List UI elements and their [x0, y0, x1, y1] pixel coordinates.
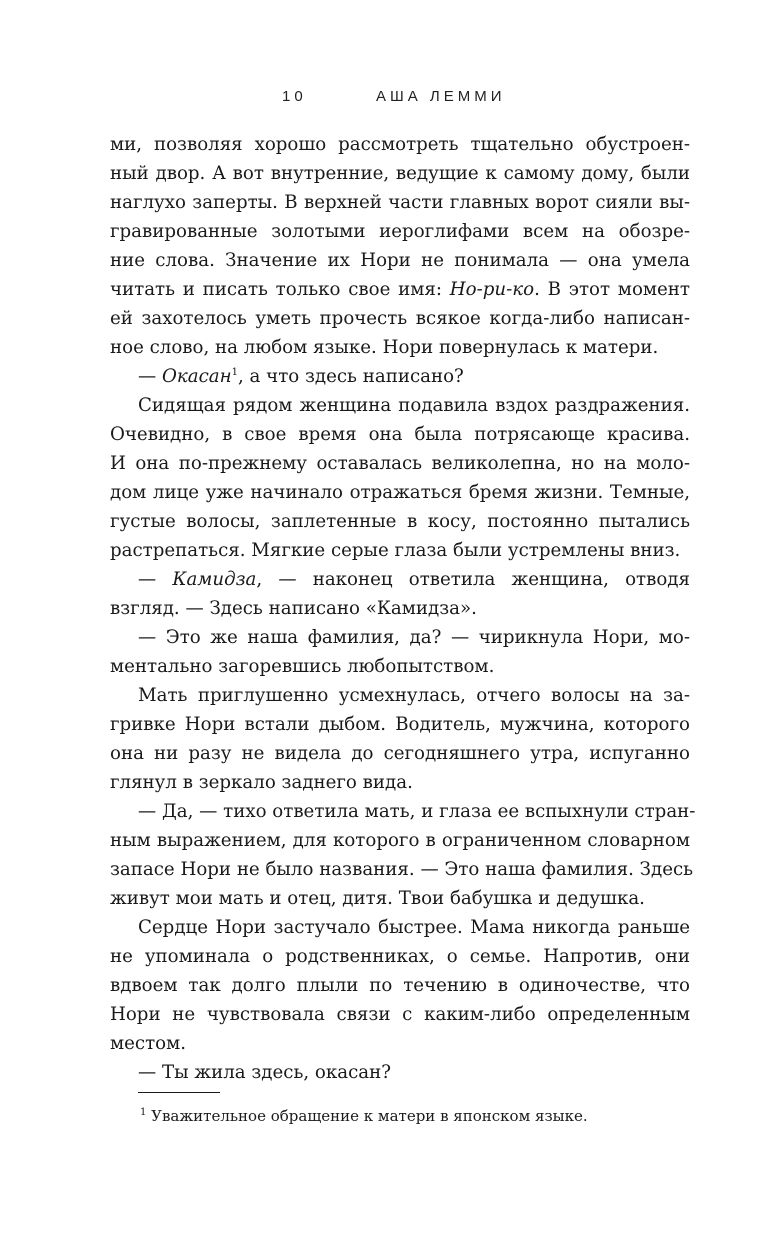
- running-head: [0, 88, 768, 110]
- text-line: запасе Нори не было названия. — Это наша фамилия. Здесь: [110, 859, 694, 880]
- text-line: ментально загоревшись любопытством.: [110, 656, 495, 677]
- paragraph-start: Мать приглушенно усмехнулась, отчего волосы на за-: [138, 685, 690, 706]
- text-line: глянул в зеркало заднего вида.: [110, 772, 413, 793]
- body-text: [110, 130, 696, 1087]
- footnote: [140, 1106, 700, 1126]
- text-line: местом.: [110, 1033, 187, 1054]
- text-line: [110, 275, 690, 304]
- text-line: ный двор. А вот внутренние, ведущие к самому дому, были: [110, 163, 690, 184]
- text-line: И она по-прежнему оставалась великолепна, но на моло-: [110, 453, 690, 474]
- text-segment: , а что здесь написано?: [237, 366, 464, 387]
- text-line: вдвоем так долго плыли по течению в одиночестве, что: [110, 975, 690, 996]
- italic-word: Окасан: [161, 366, 232, 387]
- text-line: не упоминала о родственниках, о семье. Напротив, они: [110, 946, 690, 967]
- text-line: Нори не чувствовала связи с каким-либо определенным: [110, 1004, 690, 1025]
- book-author: АША ЛЕММИ: [376, 88, 506, 105]
- text-line: наглухо заперты. В верхней части главных ворот сияли вы-: [110, 192, 690, 213]
- dialogue-line: — Это же наша фамилия, да? — чирикнула Нори, мо-: [138, 627, 690, 648]
- page-number: 10: [282, 88, 307, 105]
- text-line: гравированные золотыми иероглифами всем на обозре-: [110, 221, 690, 242]
- text-line: взгляд. — Здесь написано «Камидза».: [110, 598, 477, 619]
- text-line: дом лице уже начинало отражаться бремя жизни. Темные,: [110, 482, 690, 503]
- text-line: ное слово, на любом языке. Нори повернулась к матери.: [110, 337, 659, 358]
- text-segment: —: [138, 569, 173, 590]
- text-segment: читать и писать только свое имя:: [110, 279, 450, 300]
- text-line: Очевидно, в свое время она была потрясающе красива.: [110, 424, 690, 445]
- italic-name: Но-ри-ко: [449, 279, 535, 300]
- text-line: ми, позволяя хорошо рассмотреть тщательно обустроен-: [110, 134, 690, 155]
- text-line: растрепаться. Мягкие серые глаза были устремлены вниз.: [110, 540, 681, 561]
- paragraph-start: Сидящая рядом женщина подавила вздох раздражения.: [138, 395, 690, 416]
- dialogue-line: — Да, — тихо ответила мать, и глаза ее вспыхнули стран-: [138, 801, 696, 822]
- text-line: она ни разу не видела до сегодняшнего утра, испуганно: [110, 743, 690, 764]
- dialogue-line: — Ты жила здесь, окасан?: [138, 1062, 391, 1083]
- text-line: ей захотелось уметь прочесть всякое когда-либо написан-: [110, 308, 690, 329]
- text-segment: , — наконец ответила женщина, отводя: [256, 569, 690, 590]
- text-segment: —: [138, 366, 162, 387]
- text-line: гривке Нори встали дыбом. Водитель, мужчина, которого: [110, 714, 690, 735]
- text-line: ние слова. Значение их Нори не понимала — она умела: [110, 250, 690, 271]
- footnote-reference: 1: [231, 366, 238, 378]
- text-line: живут мои мать и отец, дитя. Твои бабушка и дедушка.: [110, 888, 645, 909]
- footnote-text: Уважительное обращение к матери в японском языке.: [146, 1107, 588, 1125]
- paragraph-start: Сердце Нори застучало быстрее. Мама никогда раньше: [138, 917, 690, 938]
- text-line: ным выражением, для которого в ограниченном словарном: [110, 830, 690, 851]
- footnote-divider: [138, 1092, 220, 1093]
- dialogue-line: [110, 362, 690, 391]
- dialogue-line: [110, 565, 690, 594]
- text-line: густые волосы, заплетенные в косу, постоянно пытались: [110, 511, 690, 532]
- footnote-marker: 1: [140, 1107, 147, 1118]
- italic-word: Камидза: [172, 569, 257, 590]
- text-segment: . В этот момент: [534, 279, 690, 300]
